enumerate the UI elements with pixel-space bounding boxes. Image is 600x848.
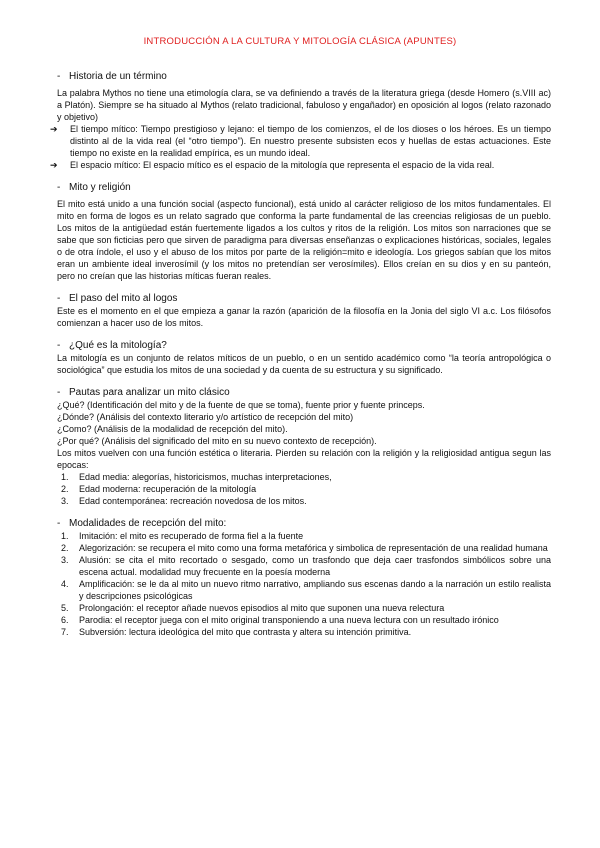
- pautas-line: Los mitos vuelven con una función estética o literaria. Pierden su relación con la religión y la religiosidad antigua segun las epocas:: [57, 448, 551, 470]
- paragraph-historia: La palabra Mythos no tiene una etimología clara, se va definiendo a través de la literatura griega (desde Homero (s.VIII ac) a Platón). Siempre se ha situado al Mythos (relato tradicional, fabuloso y engañador) en oposición al logos (relato razonado y objetivo): [57, 88, 551, 122]
- arrow-icon: ➔: [50, 160, 58, 170]
- pautas-line: ¿Dónde? (Análisis del contexto literario y/o artístico de recepción del mito): [57, 412, 354, 422]
- arrow-item-tiempo: ➔ El tiempo mítico: Tiempo prestigioso y lejano: el tiempo de los comienzos, el de los dioses o los héroes. Es un tiempo distinto al de la vida real (el “otro tiempo”). En nuestro presente subsisten ecos y huellas de estas actuaciones. Este tiempo no existe en la realidad empírica, es un mundo ideal.: [50, 124, 551, 158]
- list-item: 1. Imitación: el mito es recuperado de forma fiel a la fuente: [61, 531, 304, 541]
- section-heading-que: - ¿Qué es la mitología?: [57, 340, 167, 351]
- list-item: 6. Parodia: el receptor juega con el mito original transponiendo a una nueva lectura con un resultado irónico: [61, 615, 499, 625]
- list-item: 5. Prolongación: el receptor añade nuevos episodios al mito que suponen una nueva relectura: [61, 603, 445, 613]
- pautas-line: ¿Por qué? (Análisis del significado del mito en su nuevo contexto de recepción).: [57, 436, 377, 446]
- dash-bullet: -: [57, 182, 61, 193]
- paragraph-mito: El mito está unido a una función social (aspecto funcional), está unido al carácter religioso de los mitos fundamentales. El mito en forma de logos es un relato sagrado que conforma la parte fundamental de las creencias religiosas de un pueblo. Los mitos de la antigüedad están fuertemente ligados a los cultos y ritos de la religión. Los mitos son narraciones que se sabe que son ficticias pero que sirven de paradigma para diversas enseñanzas o explicaciones históricas, sociales, legales o de otra índole, el uso y el abuso de los mitos por parte de la religión=mito e ideología. Los griegos sabían que los mitos eran un ambiente ideal inverosímil (y los mitos no pretendían ser verosímiles). Ellos creían en su dios y en su panteón, pero no creían que las historias míticas fueran reales.: [57, 199, 551, 281]
- document-body: [50, 70, 551, 638]
- section-heading-mito: - Mito y religión: [57, 182, 131, 193]
- section-heading-pautas: - Pautas para analizar un mito clásico: [57, 387, 230, 398]
- list-item: 3. Alusión: se cita el mito recortado o sesgado, como un trasfondo que deja caer trasfondos simbólicos sobre una escena actual. modalidad muy frecuente en la poesía moderna: [61, 555, 551, 577]
- list-item: 3. Edad contemporánea: recreación novedosa de los mitos.: [61, 496, 307, 506]
- arrow-item-espacio: ➔ El espacio mítico: El espacio mítico es el espacio de la mitología que representa el espacio de la vida real.: [50, 160, 495, 170]
- list-item: 2. Alegorización: se recupera el mito como una forma metafórica y simbolica de representación de una realidad humana: [61, 543, 548, 553]
- list-item: 1. Edad media: alegorías, historicismos, muchas interpretaciones,: [61, 472, 332, 482]
- dash-bullet: -: [57, 518, 61, 529]
- list-item: 4. Amplificación: se le da al mito un nuevo ritmo narrativo, ampliando sus escenas dando a la narración un estilo realista y descripciones psicológicas: [61, 579, 551, 601]
- section-heading-historia: - Historia de un término: [57, 71, 167, 82]
- dash-bullet: -: [57, 340, 61, 351]
- dash-bullet: -: [57, 71, 61, 82]
- section-heading-paso: - El paso del mito al logos: [57, 293, 178, 304]
- list-item: 2. Edad moderna: recuperación de la mitología: [61, 484, 257, 494]
- pautas-line: ¿Qué? (Identificación del mito y de la fuente de que se toma), fuente prior y fuente princeps.: [57, 400, 425, 410]
- document-title: INTRODUCCIÓN A LA CULTURA Y MITOLOGÍA CLÁSICA (APUNTES): [143, 36, 457, 47]
- dash-bullet: -: [57, 387, 61, 398]
- section-heading-modalidades: - Modalidades de recepción del mito:: [57, 518, 227, 529]
- paragraph-que: La mitología es un conjunto de relatos míticos de un pueblo, o en un sentido académico como “la teoría antropológica o sociológica” que estudia los mitos de una sociedad y da cuenta de su estructura y su significado.: [57, 353, 551, 375]
- pautas-line: ¿Como? (Análisis de la modalidad de recepción del mito).: [57, 424, 288, 434]
- arrow-icon: ➔: [50, 124, 58, 134]
- dash-bullet: -: [57, 293, 61, 304]
- paragraph-paso: Este es el momento en el que empieza a ganar la razón (aparición de la filosofía en la Jonia del siglo VI a.c. Los filósofos comienzan a hacer uso de los mitos.: [57, 306, 551, 328]
- list-item: 7. Subversión: lectura ideológica del mito que contrasta y altera su intención primitiva.: [61, 627, 412, 637]
